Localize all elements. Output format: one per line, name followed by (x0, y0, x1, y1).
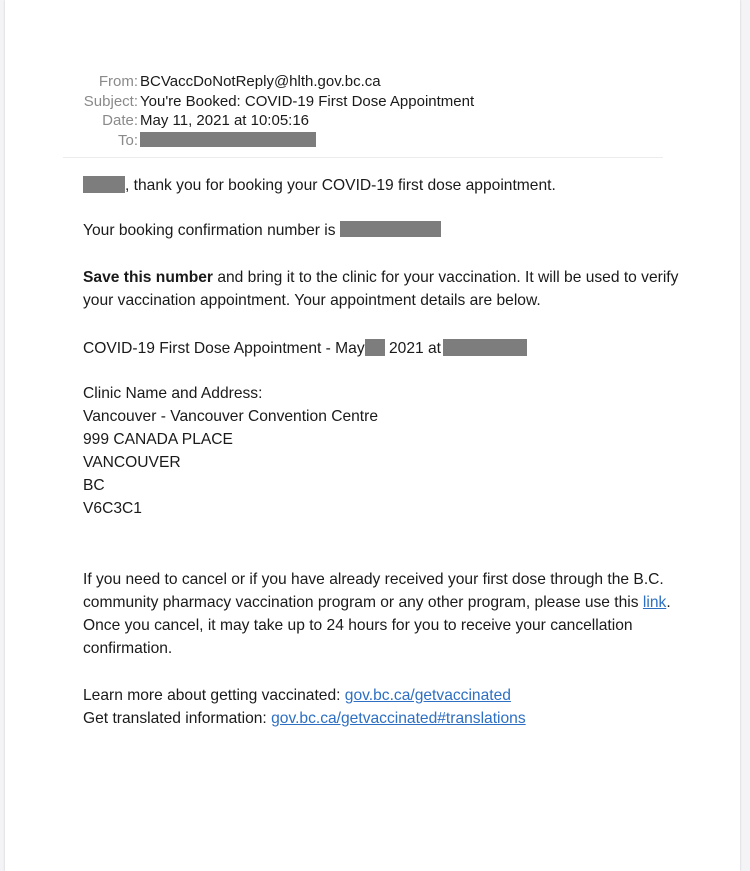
name-redaction (83, 176, 125, 193)
date-row (5, 111, 740, 131)
subject-value: You're Booked: COVID-19 First Dose Appointment (140, 92, 475, 110)
appointment-line (83, 337, 527, 360)
to-value (140, 131, 316, 151)
email-header (5, 72, 740, 150)
clinic-name: Vancouver - Vancouver Convention Centre (83, 408, 379, 425)
save-paragraph-text: and bring it to the clinic for your vaccination. It will be used to verify your vaccination appointment. Your appointment details are below. (83, 269, 679, 309)
translated-info-line (83, 707, 526, 730)
clinic-postal-code: V6C3C1 (83, 500, 142, 517)
to-row (5, 131, 740, 151)
learn-more-line (83, 684, 511, 707)
getvaccinated-link[interactable]: gov.bc.ca/getvaccinated (344, 687, 511, 704)
cancel-link[interactable]: link (642, 594, 667, 611)
greeting-line (83, 174, 556, 197)
clinic-city: VANCOUVER (83, 454, 181, 471)
date-label: Date: (102, 112, 138, 129)
translations-link[interactable]: gov.bc.ca/getvaccinated#translations (271, 710, 526, 727)
appointment-day-redaction (365, 339, 385, 356)
save-paragraph (83, 266, 683, 312)
confirmation-line (83, 219, 441, 242)
clinic-street: 999 CANADA PLACE (83, 431, 233, 448)
cancel-text-2: . Once you cancel, it may take up to 24 hours for you to receive your cancellation confirmation. (83, 594, 671, 657)
from-value[interactable]: BCVaccDoNotReply@hlth.gov.bc.ca (140, 73, 381, 90)
from-label: From: (98, 73, 138, 90)
clinic-heading: Clinic Name and Address: (83, 385, 263, 402)
from-row (5, 72, 740, 92)
translated-info-label: Get translated information: (83, 710, 272, 727)
cancel-paragraph (83, 568, 683, 660)
appointment-middle: 2021 at (384, 340, 442, 357)
date-value: May 11, 2021 at 10:05:16 (140, 112, 310, 129)
email-page (5, 0, 740, 871)
confirmation-number-redaction (340, 221, 441, 237)
cancel-text-1: If you need to cancel or if you have already received your first dose through the B.C. community pharmacy vaccination program or any other program, please use this (83, 571, 664, 611)
to-label: To: (117, 131, 138, 149)
save-number-bold: Save this number (83, 269, 213, 286)
subject-label: Subject: (83, 92, 138, 110)
appointment-prefix: COVID-19 First Dose Appointment - May (83, 340, 365, 357)
greeting-text: , thank you for booking your COVID-19 first dose appointment. (125, 177, 556, 194)
appointment-time-redaction (443, 339, 527, 356)
confirmation-text: Your booking confirmation number is (83, 222, 336, 239)
learn-more-label: Learn more about getting vaccinated: (83, 687, 345, 704)
clinic-block (83, 382, 378, 520)
subject-row (5, 92, 740, 112)
header-divider (63, 157, 663, 158)
to-redaction (140, 132, 316, 147)
clinic-province: BC (83, 477, 105, 494)
